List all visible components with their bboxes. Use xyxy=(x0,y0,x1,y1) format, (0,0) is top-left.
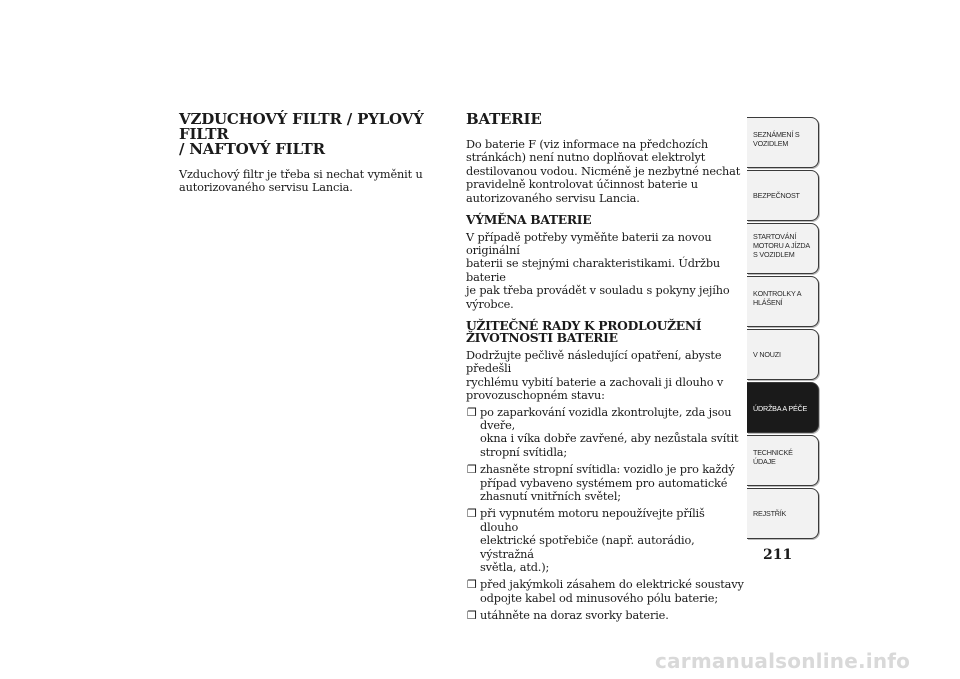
list-item: ❒ zhasněte stropní svítidla: vozidlo je pro každý případ vybaveno systémem pro automatické zhasnutí vnitřních světel; xyxy=(467,463,735,504)
tab-seznameni-s-vozidlem[interactable]: SEZNÁMENÍ S VOZIDLEM xyxy=(747,117,819,168)
chapter-tabs xyxy=(747,117,819,541)
tab-startovani-motoru[interactable]: STARTOVÁNÍ MOTORU A JÍZDA S VOZIDLEM xyxy=(747,223,819,274)
checkbox-bullet-icon: ❒ xyxy=(467,463,477,477)
battery-tips-intro: Dodržujte pečlivě následující opatření, abyste předešli rychlému vybití baterie a zachovali ji dlouho v provozuschopném stavu: xyxy=(466,348,724,403)
battery-title: BATERIE xyxy=(466,110,542,128)
tab-v-nouzi[interactable]: V NOUZI xyxy=(747,329,819,380)
checkbox-bullet-icon: ❒ xyxy=(467,609,477,623)
air-filter-text: Vzduchový filtr je třeba si nechat vyměnit u autorizovaného servisu Lancia. xyxy=(179,168,423,195)
list-item: ❒ utáhněte na doraz svorky baterie. xyxy=(467,609,669,623)
page-number: 211 xyxy=(763,547,793,563)
checkbox-bullet-icon: ❒ xyxy=(467,578,477,592)
battery-replace-heading: VÝMĚNA BATERIE xyxy=(466,212,592,228)
list-item: ❒ při vypnutém motoru nepoužívejte příliš dlouho elektrické spotřebiče (např. autorádio, výstražná světla, atd.); xyxy=(467,507,705,575)
battery-intro: Do baterie F (viz informace na předchozích stránkách) není nutno doplňovat elektrolyt destilovanou vodou. Nicméně je nezbytné nechat pravidelně kontrolovat účinnost baterie u autorizovaného servisu Lancia. xyxy=(466,138,741,205)
tab-technicke-udaje[interactable]: TECHNICKÉ ÚDAJE xyxy=(747,435,819,486)
checkbox-bullet-icon: ❒ xyxy=(467,507,477,521)
battery-tips-list xyxy=(466,406,746,623)
battery-replace-text: V případě potřeby vyměňte baterii za novou originální baterii se stejnými charakteristikami. Údržbu baterie je pak třeba provádět v souladu s pokyny jejího výrobce. xyxy=(466,230,730,311)
watermark: carmanualsonline.info xyxy=(655,649,911,673)
checkbox-bullet-icon: ❒ xyxy=(467,405,477,419)
air-filter-heading: VZDUCHOVÝ FILTR / PYLOVÝ FILTR / NAFTOVÝ FILTR xyxy=(179,110,424,158)
tab-kontrolky-a-hlaseni[interactable]: KONTROLKY A HLÁŠENÍ xyxy=(747,276,819,327)
list-item: ❒ po zaparkování vozidla zkontrolujte, zda jsou dveře, okna i víka dobře zavřené, aby nezůstala svítit stropní svítidla; xyxy=(467,405,739,459)
tab-bezpecnost[interactable]: BEZPEČNOST xyxy=(747,170,819,221)
tab-udrzba-a-pece[interactable]: ÚDRŽBA A PÉČE xyxy=(747,382,819,433)
left-column xyxy=(179,112,454,195)
right-column xyxy=(466,112,746,627)
list-item: ❒ před jakýmkoli zásahem do elektrické soustavy odpojte kabel od minusového pólu baterie; xyxy=(467,578,744,605)
tab-rejstrik[interactable]: REJSTŘÍK xyxy=(747,488,819,539)
battery-tips-heading: UŽITEČNÉ RADY K PRODLOUŽENÍ ŽIVOTNOSTI BATERIE xyxy=(466,317,702,346)
